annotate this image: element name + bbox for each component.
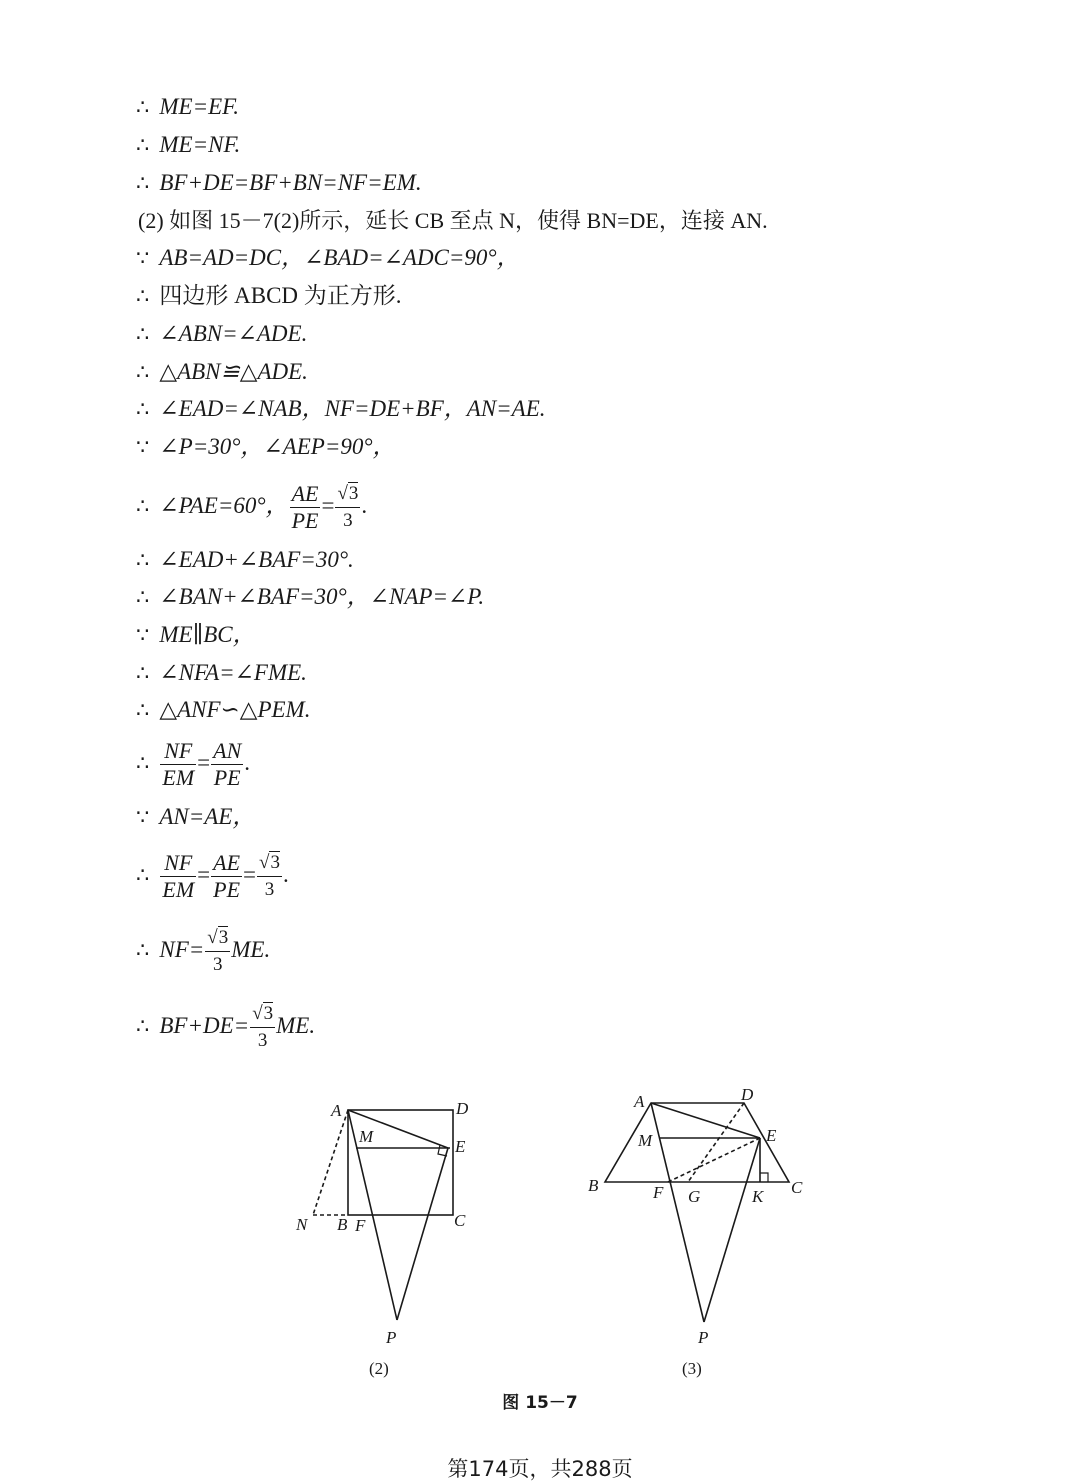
line-text: △ANF∽△PEM.	[159, 697, 311, 722]
label-d: D	[741, 1085, 754, 1104]
label-d: D	[456, 1099, 469, 1118]
therefore-symbol: ∴	[136, 494, 150, 518]
numerator: AE	[291, 481, 319, 507]
line-text: ∠BAN+∠BAF=30°，∠NAP=∠P.	[159, 584, 485, 609]
label-a: A	[331, 1101, 342, 1120]
therefore-symbol: ∴	[136, 284, 150, 308]
therefore-symbol: ∴	[136, 360, 150, 384]
line-text: ∠NFA=∠FME.	[159, 660, 307, 685]
label-a: A	[634, 1092, 645, 1111]
denominator: 3	[257, 1030, 268, 1052]
therefore-symbol: ∴	[136, 1014, 150, 1038]
radicand: 3	[263, 1003, 274, 1025]
line-text: BF+DE=	[159, 1013, 250, 1038]
label-b: B	[588, 1176, 599, 1195]
line-text: .	[244, 750, 250, 775]
line-text: 四边形 ABCD 为正方形.	[159, 283, 402, 308]
segment-ep	[704, 1138, 760, 1322]
numerator: NF	[160, 738, 196, 765]
label-p: P	[698, 1328, 709, 1347]
segment-ap	[651, 1103, 704, 1322]
line-text: ∠ABN=∠ADE.	[159, 321, 308, 346]
label-g: G	[688, 1187, 701, 1206]
because-symbol: ∵	[136, 805, 150, 829]
equals-sign: =	[321, 493, 335, 518]
figure-2-caption: (2)	[369, 1359, 389, 1378]
figure-title: 图 15－7	[502, 1393, 578, 1413]
label-b: B	[337, 1215, 348, 1234]
therefore-symbol: ∴	[136, 661, 150, 685]
label-p: P	[386, 1328, 397, 1347]
proof-line-4: (2) 如图 15－7(2)所示，延长 CB 至点 N，使得 BN=DE，连接 AN.	[138, 208, 768, 233]
label-m: M	[359, 1127, 374, 1146]
because-symbol: ∵	[136, 246, 150, 270]
line-text: AB=AD=DC，∠BAD=∠ADC=90°，	[159, 245, 520, 270]
therefore-symbol: ∴	[136, 95, 150, 119]
sqrt-symbol: √	[259, 852, 270, 874]
denominator: PE	[213, 765, 241, 791]
therefore-symbol: ∴	[136, 171, 150, 195]
line-text: AN=AE，	[159, 804, 256, 829]
label-c: C	[791, 1178, 803, 1197]
line-text: ME=EF.	[159, 94, 239, 119]
numerator: NF	[160, 850, 196, 877]
therefore-symbol: ∴	[136, 322, 150, 346]
denominator: EM	[162, 765, 195, 791]
equals-sign: =	[197, 750, 211, 775]
radicand: 3	[218, 927, 229, 949]
equals-sign: =	[197, 862, 211, 887]
therefore-symbol: ∴	[136, 133, 150, 157]
figure-3	[605, 1103, 789, 1322]
therefore-symbol: ∴	[136, 585, 150, 609]
line-text: .	[361, 493, 368, 518]
label-e: E	[766, 1126, 777, 1145]
sqrt-symbol: √	[252, 1003, 263, 1025]
denominator: 3	[213, 954, 223, 976]
line-text: ∠P=30°，∠AEP=90°，	[159, 434, 396, 459]
equals-sign: =	[243, 862, 256, 887]
right-angle-mark	[760, 1173, 768, 1182]
page-footer: 第174页，共288页	[447, 1457, 633, 1481]
because-symbol: ∵	[136, 435, 150, 459]
radicand: 3	[348, 483, 359, 505]
therefore-symbol: ∴	[136, 698, 150, 722]
square-abcd	[348, 1110, 453, 1215]
therefore-symbol: ∴	[136, 938, 150, 962]
figure-2-labels	[295, 1099, 469, 1378]
therefore-symbol: ∴	[136, 397, 150, 421]
figure-3-caption: (3)	[682, 1359, 702, 1378]
figure-2	[313, 1110, 453, 1320]
numerator: AE	[213, 850, 241, 876]
label-m: M	[638, 1131, 653, 1150]
segment-ep	[397, 1148, 448, 1320]
trapezoid-abcd	[605, 1103, 789, 1182]
denominator: EM	[162, 877, 195, 903]
segment-dg-dashed	[688, 1103, 744, 1182]
line-text: ∠EAD+∠BAF=30°.	[159, 547, 354, 572]
sqrt-symbol: √	[337, 483, 348, 505]
figure-3-labels	[588, 1085, 803, 1378]
label-k: K	[752, 1187, 764, 1206]
line-text: △ABN≌△ADE.	[159, 359, 308, 384]
because-symbol: ∵	[136, 623, 150, 647]
numerator: AN	[213, 738, 242, 764]
therefore-symbol: ∴	[136, 863, 150, 887]
line-text: BF+DE=BF+BN=NF=EM.	[159, 170, 422, 195]
denominator: 3	[264, 879, 275, 901]
therefore-symbol: ∴	[136, 751, 150, 775]
label-e: E	[455, 1137, 466, 1156]
denominator: 3	[343, 510, 353, 532]
label-c: C	[454, 1211, 466, 1230]
label-n: N	[296, 1215, 308, 1234]
line-text: ME=NF.	[159, 132, 241, 157]
denominator: PE	[291, 508, 319, 534]
segment-an-dashed	[313, 1110, 348, 1215]
line-text: ME.	[231, 937, 271, 962]
line-text: ME.	[276, 1013, 316, 1038]
line-text: ME∥BC，	[159, 622, 256, 647]
segment-ae	[651, 1103, 760, 1138]
denominator: PE	[213, 877, 241, 903]
line-text: NF=	[159, 937, 205, 962]
radicand: 3	[270, 852, 280, 874]
label-f: F	[355, 1216, 366, 1235]
line-text: ∠PAE=60°，	[159, 493, 289, 518]
line-text: ∠EAD=∠NAB，NF=DE+BF，AN=AE.	[159, 396, 546, 421]
label-f: F	[653, 1183, 664, 1202]
therefore-symbol: ∴	[136, 548, 150, 572]
line-text: .	[282, 862, 289, 887]
sqrt-symbol: √	[207, 927, 218, 949]
